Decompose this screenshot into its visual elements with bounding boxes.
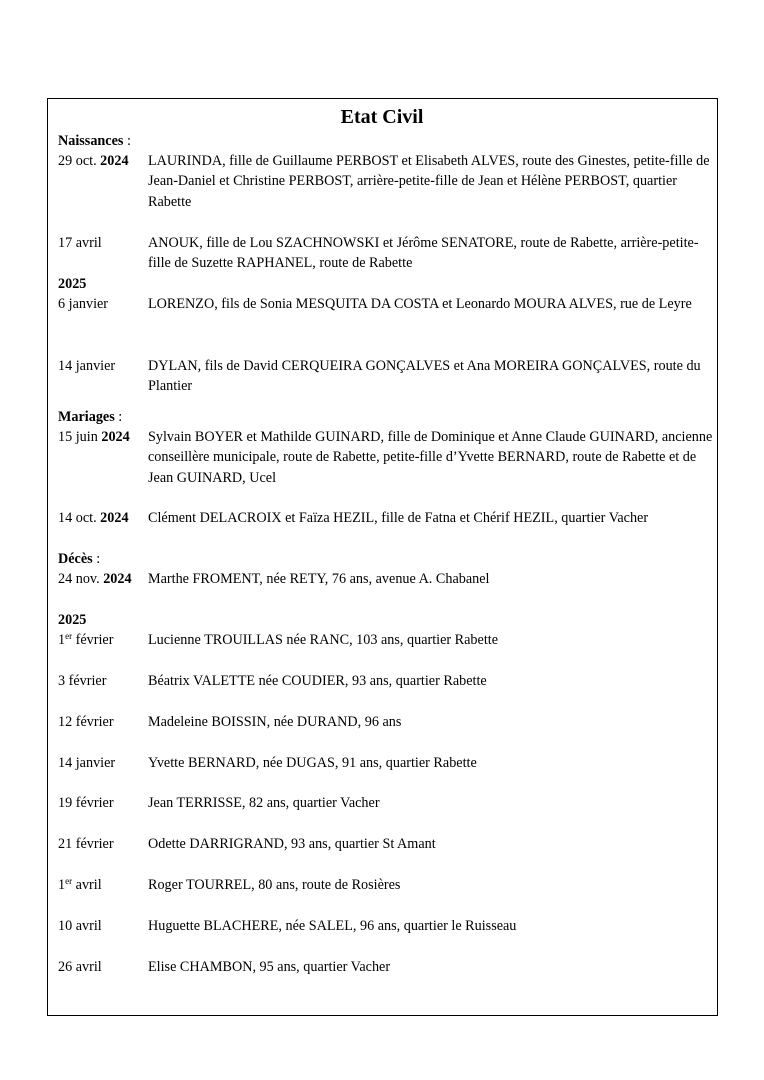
entry-date: 29 oct. 2024	[58, 153, 129, 169]
section-heading-naissances: Naissances :	[58, 133, 131, 149]
entry-date: 14 oct. 2024	[58, 510, 129, 526]
entry-date: 17 avril	[58, 235, 102, 251]
entry-text: Yvette BERNARD, née DUGAS, 91 ans, quartier Rabette	[148, 755, 477, 771]
entry-text: Lucienne TROUILLAS née RANC, 103 ans, quartier Rabette	[148, 632, 499, 648]
entry-text: ANOUK, fille de Lou SZACHNOWSKI et Jérôme SENATORE, route de Rabette, arrière-petite-fille de Suzette RAPHANEL, route de Rabette	[148, 235, 699, 272]
entry-date: 3 février	[58, 673, 107, 689]
year-heading: 2025	[58, 276, 87, 292]
entry-text: Madeleine BOISSIN, née DURAND, 96 ans	[148, 714, 402, 730]
entry-date: 1er février	[58, 631, 114, 648]
entry-text: LAURINDA, fille de Guillaume PERBOST et Elisabeth ALVES, route des Ginestes, petite-fille de Jean-Daniel et Christine PERBOST, arrière-petite-fille de Jean et Hélène PERBOST, quartier Rabette	[148, 153, 710, 210]
entry-date: 12 février	[58, 714, 114, 730]
entry-text: Sylvain BOYER et Mathilde GUINARD, fille de Dominique et Anne Claude GUINARD, ancienne conseillère municipale, route de Rabette, petite-fille d’Yvette BERNARD, route de Rabette et de Jean GUINARD, Ucel	[148, 429, 713, 486]
entry-text: Jean TERRISSE, 82 ans, quartier Vacher	[148, 795, 380, 811]
entry-text: Marthe FROMENT, née RETY, 76 ans, avenue A. Chabanel	[148, 571, 490, 587]
entry-text: Huguette BLACHERE, née SALEL, 96 ans, quartier le Ruisseau	[148, 918, 517, 934]
entry-date: 14 janvier	[58, 755, 116, 771]
entry-date: 19 février	[58, 795, 114, 811]
entry-text: Roger TOURREL, 80 ans, route de Rosières	[148, 877, 401, 893]
entry-date: 24 nov. 2024	[58, 571, 132, 587]
entry-date: 1er avril	[58, 876, 102, 893]
year-heading: 2025	[58, 612, 87, 628]
entry-date: 15 juin 2024	[58, 429, 130, 445]
entry-text: Béatrix VALETTE née COUDIER, 93 ans, quartier Rabette	[148, 673, 487, 689]
entry-text: Elise CHAMBON, 95 ans, quartier Vacher	[148, 959, 391, 975]
entry-date: 21 février	[58, 836, 114, 852]
entry-date: 10 avril	[58, 918, 102, 934]
entry-text: Clément DELACROIX et Faïza HEZIL, fille de Fatna et Chérif HEZIL, quartier Vacher	[148, 510, 649, 526]
section-heading-mariages: Mariages :	[58, 409, 123, 425]
entry-text: DYLAN, fils de David CERQUEIRA GONÇALVES et Ana MOREIRA GONÇALVES, route du Plantier	[148, 358, 701, 395]
entry-text: Odette DARRIGRAND, 93 ans, quartier St Amant	[148, 836, 436, 852]
entry-date: 14 janvier	[58, 358, 116, 374]
section-heading-deces: Décès :	[58, 551, 101, 567]
entry-date: 26 avril	[58, 959, 102, 975]
entry-text: LORENZO, fils de Sonia MESQUITA DA COSTA et Leonardo MOURA ALVES, rue de Leyre	[148, 296, 692, 312]
entry-date: 6 janvier	[58, 296, 109, 312]
page-title: Etat Civil	[340, 106, 424, 128]
